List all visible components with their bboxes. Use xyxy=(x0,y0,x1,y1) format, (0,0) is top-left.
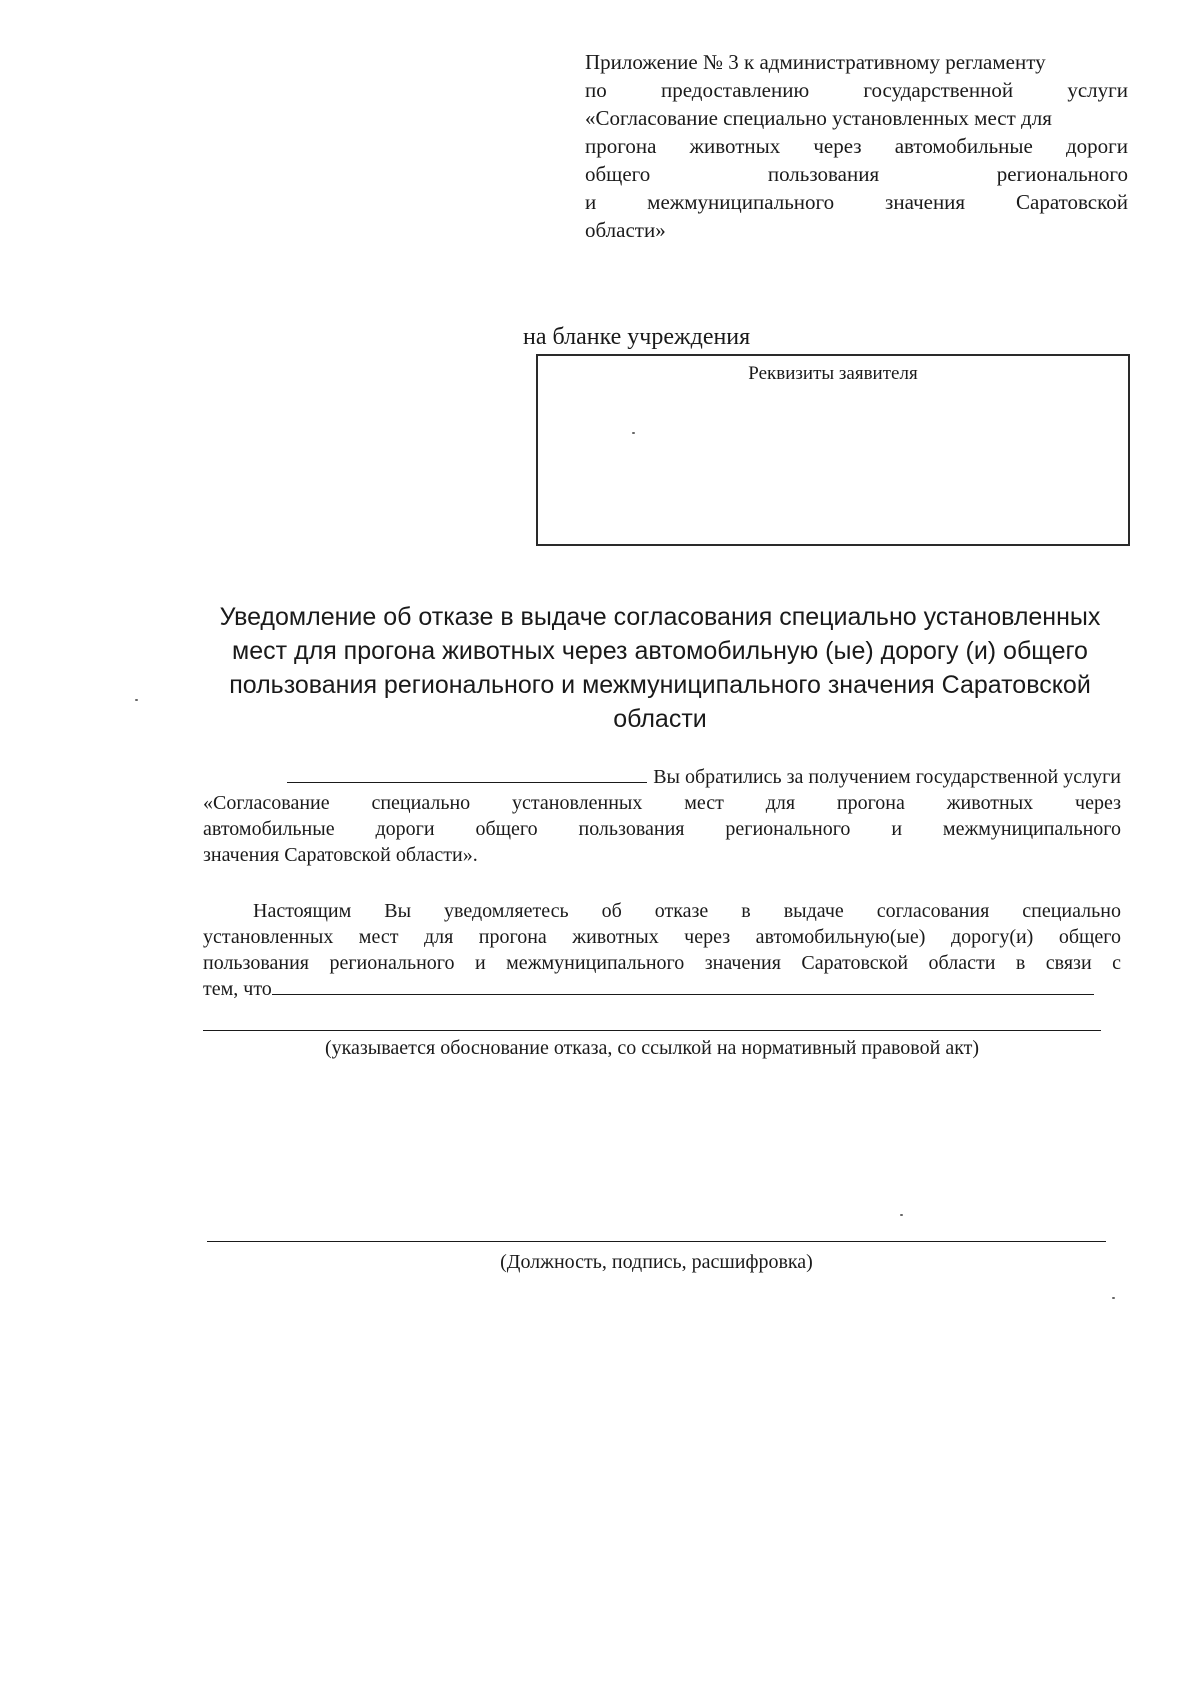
signature-caption: (Должность, подпись, расшифровка) xyxy=(500,1251,813,1273)
paragraph2-line-3: пользования регионального и межмуниципального значения Саратовской области в связи с xyxy=(203,952,1121,974)
requisites-label: Реквизиты заявителя xyxy=(748,363,918,384)
applicant-name-blank xyxy=(287,764,647,783)
paragraph1-line-4: значения Саратовской области». xyxy=(203,844,478,866)
appendix-line-4: прогона животных через автомобильные дороги xyxy=(585,134,1128,158)
scan-speck xyxy=(900,1214,903,1216)
appendix-line-1: Приложение № 3 к административному регламенту xyxy=(585,50,1046,74)
scan-speck xyxy=(135,699,138,701)
paragraph1-line-1: Вы обратились за получением государственной услуги xyxy=(653,766,1121,788)
refusal-reason-blank-2 xyxy=(203,1030,1101,1031)
title-line-1: Уведомление об отказе в выдаче согласования специально установленных xyxy=(219,603,1101,631)
signature-line xyxy=(207,1241,1106,1242)
title-line-3: пользования регионального и межмуниципального значения Саратовской xyxy=(229,671,1091,699)
scan-speck xyxy=(632,432,635,434)
document-title xyxy=(200,600,1120,736)
appendix-line-7: области» xyxy=(585,218,666,242)
appendix-line-3: «Согласование специально установленных мест для xyxy=(585,106,1052,130)
paragraph1-line-2: «Согласование специально установленных мест для прогона животных через xyxy=(203,792,1121,814)
paragraph1-line-3: автомобильные дороги общего пользования регионального и межмуниципального xyxy=(203,818,1121,840)
paragraph2-line-1: Настоящим Вы уведомляетесь об отказе в выдаче согласования специально xyxy=(253,900,1121,922)
letterhead-note: на бланке учреждения xyxy=(523,324,751,350)
scan-speck xyxy=(1112,1297,1115,1299)
reason-caption: (указывается обоснование отказа, со ссылкой на нормативный правовой акт) xyxy=(324,1037,980,1059)
applicant-requisites-box xyxy=(536,354,1130,546)
paragraph2-line-4: тем, что xyxy=(203,978,272,1000)
appendix-line-2: по предоставлению государственной услуги xyxy=(585,78,1128,102)
paragraph1-first-row xyxy=(203,764,1121,790)
paragraph-application xyxy=(203,764,1121,868)
title-line-4: области xyxy=(613,705,707,733)
paragraph-refusal xyxy=(203,898,1121,1002)
paragraph2-line-4-row xyxy=(203,976,1121,1002)
refusal-reason-blank-1 xyxy=(272,976,1094,995)
appendix-line-5: общего пользования регионального xyxy=(585,162,1128,186)
appendix-line-6: и межмуниципального значения Саратовской xyxy=(585,190,1128,214)
title-line-2: мест для прогона животных через автомобильную (ые) дорогу (и) общего xyxy=(232,637,1088,665)
paragraph2-line-2: установленных мест для прогона животных через автомобильную(ые) дорогу(и) общего xyxy=(203,926,1121,948)
appendix-reference xyxy=(585,48,1128,244)
